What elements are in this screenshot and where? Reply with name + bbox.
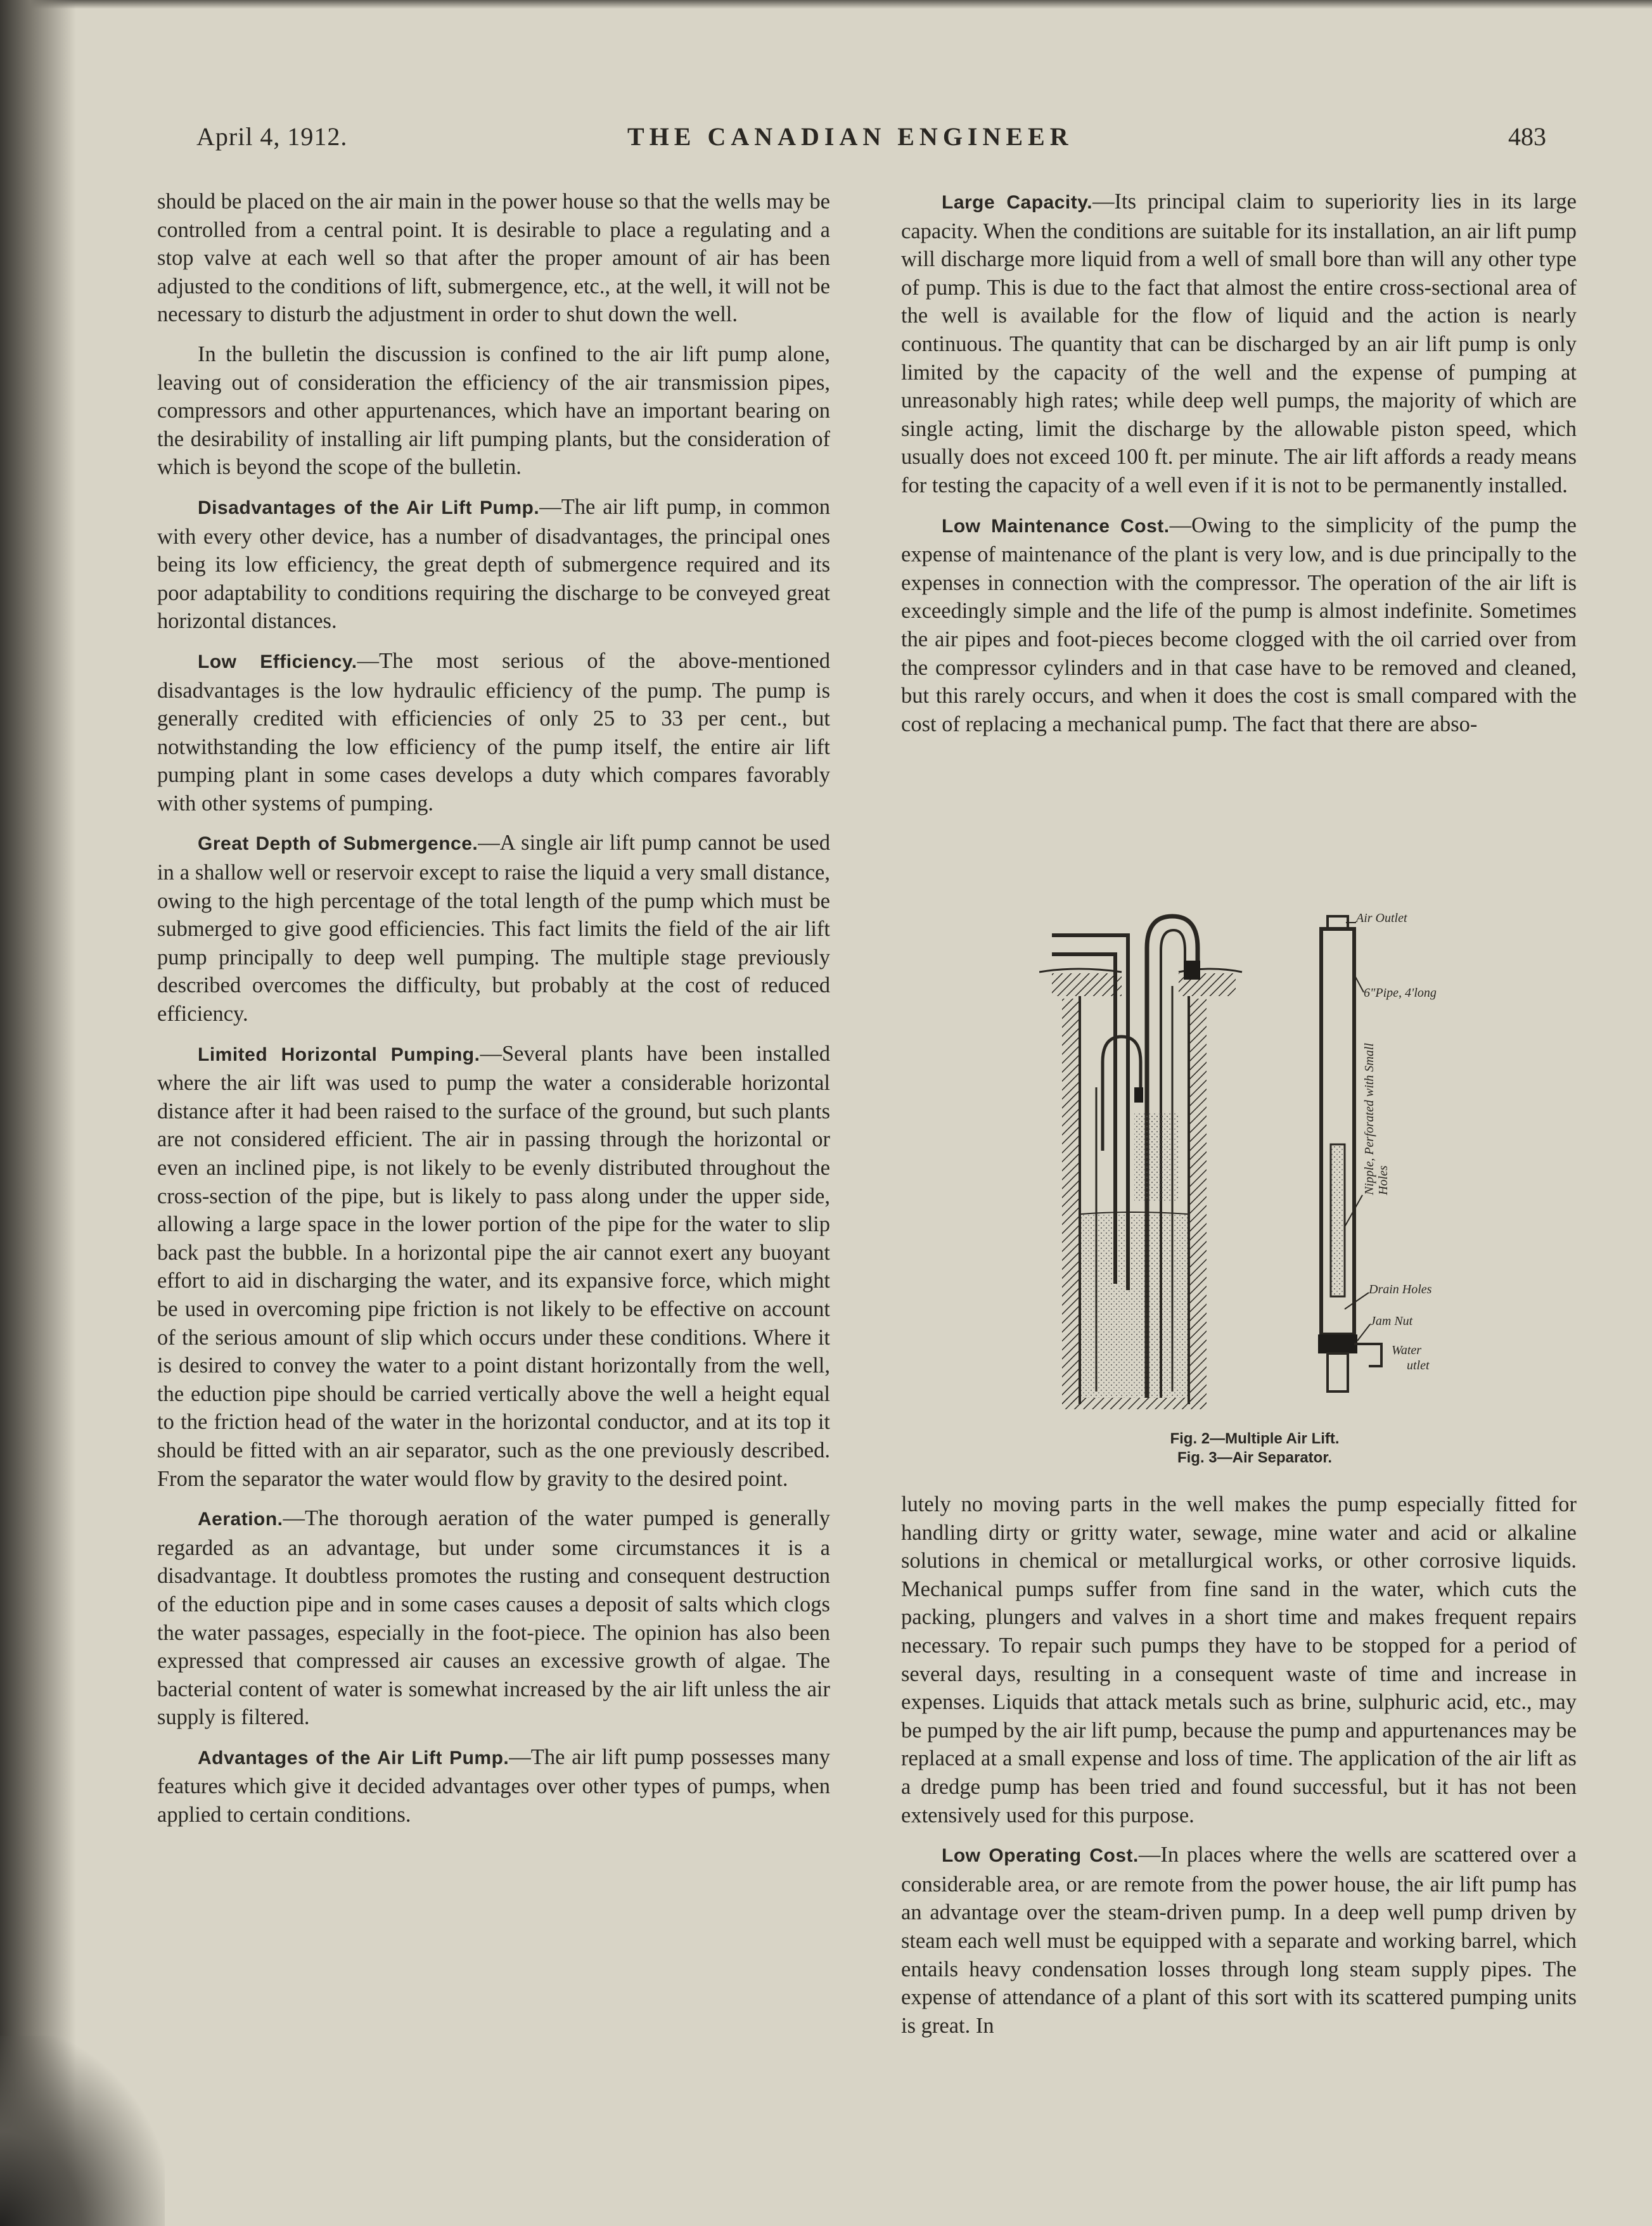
label-drain-holes: Drain Holes <box>1369 1283 1432 1296</box>
section-heading: Disadvantages of the Air Lift Pump. <box>198 497 540 518</box>
ground-hatch-left <box>1052 973 1122 996</box>
perforated-nipple <box>1331 1144 1345 1296</box>
section-disadvantages <box>157 493 830 636</box>
section-text: —The air lift pump, in common with every other device, has a number of disadvantages, the principal ones being its low efficiency, the great depth of submergence required and its poor adaptability to conditions requiring the discharge to be conveyed great horizontal distances. <box>157 494 831 634</box>
section-text: —The thorough aeration of the water pumped is generally regarded as an advantage, but under some circumstances it is a disadvantage. It doubtless promotes the rusting and consequent destruction of the eduction pipe and in some cases causes a deposit of salts which clogs the water passages, especially in the foot-piece. The opinion has also been expressed that compressed air causes an excessive growth of algae. The bacterial content of water is somewhat increased by the air lift unless the air supply is filtered. <box>157 1506 830 1730</box>
section-text: —A single air lift pump cannot be used in a shallow well or reservoir except to raise the liquid a very small distance, owing to the high percentage of the total length of the pump which must be submerged to give good efficiencies. This fact limits the field of the air lift pump principally to deep well pumping. The multiple stage previously described overcomes the difficulty, but probably at the cost of reduced efficiency. <box>157 831 830 1027</box>
section-heading: Low Operating Cost. <box>942 1845 1139 1867</box>
section-submergence <box>157 829 830 1028</box>
label-nipple: Nipple, Perforated with Small Holes <box>1362 1043 1390 1195</box>
section-heading: Low Efficiency. <box>198 651 357 672</box>
label-jam-nut: Jam Nut <box>1370 1314 1413 1328</box>
section-text: —In places where the wells are scattered over a considerable area, or are remote from the power house, the air lift pump has an advantage over the steam-driven pump. In a deep well pump driven by steam each well must be equipped with a separate and working barrel, which entails heavy condensation losses through long steam supply pipes. The expense of attendance of a plant of this sort with its scattered pumping units is great. In <box>901 1843 1577 2038</box>
running-header <box>196 122 1546 160</box>
jam-nut <box>1318 1334 1357 1353</box>
label-air-outlet: Air Outlet <box>1356 911 1407 925</box>
issue-date: April 4, 1912. <box>196 122 348 151</box>
paragraph: lutely no moving parts in the well makes the pump especially fitted for handling dirty or gritty water, sewage, mine water and acid or alkaline solutions in chemical or metallurgical works, or other corrosive liquids. Mechanical pumps suffer from fine sand in the water, which cuts the packing, plungers and valves in a short time and makes frequent repairs necessary. To repair such pumps they have to be stopped for a period of several days, resulting in a consequent waste of time and increase in expenses. Liquids that attack metals such as brine, sulphuric acid, etc., may be pumped by the air lift pump, because the pump and appurtenances may be replaced at a small expense and loss of time. The application of the air lift as a dredge pump has been tried and found successful, but it has not been extensively used for this purpose. <box>901 1492 1577 1827</box>
section-text: —Owing to the simplicity of the pump the expense of maintenance of the plant is very low, and is due principally to the expenses in connection with the compressor. The operation of the air lift is exceedingly simple and the life of the pump is almost indefinite. Sometimes the air pipes and foot-pieces become clogged with the oil carried over from the compressor cylinders and in that case have to be removed and cleaned, but this rarely occurs, and when it does the cost is small compared with the cost of replacing a mechanical pump. The fact that there are abso- <box>901 513 1577 736</box>
section-aeration <box>157 1504 830 1732</box>
paragraph: should be placed on the air main in the power house so that the wells may be controlled from a central point. It is desirable to place a regulating and a stop valve at each well so that after the proper amount of air has been adjusted to the conditions of lift, submergence, etc., at the well, it will not be necessary to disturb the adjustment in order to shut down the well. <box>157 189 830 327</box>
label-water-outlet-2: utlet <box>1407 1359 1430 1372</box>
label-pipe: 6"Pipe, 4'long <box>1364 986 1437 1000</box>
section-heading: Great Depth of Submergence. <box>198 833 478 855</box>
section-low-maintenance <box>901 511 1577 739</box>
figure-air-lift <box>1039 897 1445 1417</box>
section-heading: Advantages of the Air Lift Pump. <box>198 1747 509 1769</box>
figure-caption <box>1039 1430 1470 1468</box>
well-wall-left <box>1062 999 1080 1404</box>
caption-fig-2: Fig. 2—Multiple Air Lift. <box>1170 1430 1340 1447</box>
section-heading: Large Capacity. <box>942 192 1093 213</box>
section-text: —Several plants have been installed where the air lift was used to pump the water a considerable horizontal distance after it had been raised to the surface of the ground, but such plants are not considered efficient. The air in passing through the horizontal or even an inclined pipe, is not likely to be evenly distributed throughout the cross-section of the pipe, but is likely to pass along under the upper side, allowing a large space in the lower portion of the pipe for the water to slip back past the bubble. In a horizontal pipe the air cannot exert any buoyant effort to aid in discharging the water, and its expansive force, which might be used in overcoming pipe friction is not likely to be effective on account of the serious amount of slip which occurs under these conditions. Where it is desired to convey the water to a point distant horizontally from the well, the eduction pipe should be carried vertically above the well a height equal to the friction head of the water in the horizontal conductor, and at its top it should be fitted with an air separator, such as the one previously described. From the separator the water would flow by gravity to the desired point. <box>157 1041 830 1491</box>
section-low-operating-cost <box>901 1841 1577 2040</box>
page-number: 483 <box>1508 122 1546 151</box>
section-heading: Low Maintenance Cost. <box>942 515 1170 537</box>
right-column-lower <box>901 1490 1577 2051</box>
section-horizontal-pumping <box>157 1040 830 1494</box>
section-heading: Aeration. <box>198 1509 283 1530</box>
journal-title: THE CANADIAN ENGINEER <box>627 122 1073 151</box>
section-heading: Limited Horizontal Pumping. <box>198 1044 480 1065</box>
page-corner-shadow <box>0 2036 165 2226</box>
caption-fig-3: Fig. 3—Air Separator. <box>1177 1449 1333 1466</box>
well-wall-right <box>1189 999 1207 1404</box>
left-column <box>157 188 830 1841</box>
right-column <box>901 188 1577 750</box>
section-text: —Its principal claim to superiority lies in its large capacity. When the conditions are suitable for its installation, an air lift pump will discharge more liquid from a well of small bore than will any other type of pump. This is due to the fact that almost the entire cross-sectional area of the well is available for the flow of liquid and the action is nearly continuous. The quantity that can be discharged by an air lift pump is only limited by the capacity of the well and the expense of pumping at unreasonably high rates; while deep well pumps, the majority of which are single acting, limit the discharge by the allowable piston speed, which usually does not exceed 100 ft. per minute. The air lift affords a ready means for testing the capacity of a well even if it is not to be permanently installed. <box>901 189 1577 497</box>
page-gutter-shadow <box>0 0 76 2226</box>
paragraph: In the bulletin the discussion is confined to the air lift pump alone, leaving out of consideration the efficiency of the air transmission pipes, compressors and other appurtenances, which have an important bearing on the desirability of installing air lift pumping plants, but the consideration of which is beyond the scope of the bulletin. <box>157 342 830 480</box>
section-text: —The most serious of the above-mentioned disadvantages is the low hydraulic efficiency of the pump. The pump is generally credited with efficiencies of only 25 to 33 per cent., but notwithstanding the low efficiency of the pump itself, the entire air lift pumping plant in some cases develops a duty which compares favorably with other systems of pumping. <box>157 648 831 816</box>
section-low-efficiency <box>157 647 830 818</box>
water-outlet <box>1354 1344 1381 1366</box>
section-text: —The air lift pump possesses many features which give it decided advantages over other types of pumps, when applied to certain conditions. <box>157 1744 830 1827</box>
section-large-capacity <box>901 188 1577 500</box>
label-water-outlet: Water <box>1392 1343 1422 1357</box>
page-edge-top <box>0 0 1652 9</box>
section-advantages <box>157 1743 830 1829</box>
